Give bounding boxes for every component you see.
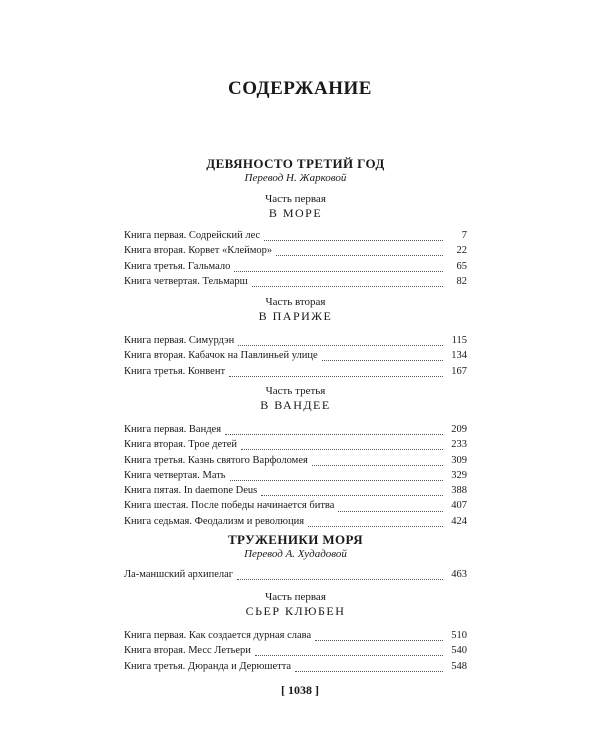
part-title: СЬЕР КЛЮБЕН (245, 604, 346, 618)
toc-entry-label: Книга третья. Гальмало (124, 260, 231, 272)
dot-leader (234, 263, 443, 272)
toc-entry-page: 388 (451, 485, 467, 497)
dot-leader (241, 441, 443, 450)
toc-entry[interactable] (124, 659, 467, 674)
toc-entry-page: 463 (451, 569, 467, 580)
toc-entry[interactable] (124, 364, 467, 379)
toc-entry-page: 209 (451, 424, 467, 435)
toc-entry-label: Книга седьмая. Феодализм и революция (124, 515, 305, 527)
dot-leader (276, 247, 443, 256)
toc-entry-page: 233 (451, 439, 467, 451)
page-number: [ 1038 ] (281, 683, 319, 697)
toc-entry-page: 548 (451, 660, 467, 672)
toc-entry[interactable] (124, 333, 467, 348)
toc-entry-label: Книга третья. Конвент (124, 365, 226, 377)
toc-entry-label: Книга третья. Казнь святого Варфоломея (124, 454, 308, 466)
toc-entry[interactable] (124, 643, 467, 658)
toc-entry-label: Ла-маншский архипелаг (124, 569, 234, 580)
toc-entry[interactable] (124, 483, 467, 498)
toc-entry[interactable] (124, 437, 467, 452)
toc-entry-page: 167 (451, 365, 467, 377)
toc-entry-page: 540 (451, 645, 467, 657)
page-title: СОДЕРЖАНИЕ (228, 78, 372, 99)
toc-entry[interactable] (124, 514, 467, 529)
dot-leader (315, 632, 443, 641)
part-section-2 (124, 296, 467, 379)
part-label: Часть вторая (265, 296, 326, 308)
toc-entry-page: 407 (451, 500, 467, 512)
part-label: Часть первая (265, 591, 326, 603)
work-header-2 (124, 532, 467, 582)
dot-leader (229, 368, 443, 377)
dot-leader (238, 337, 443, 346)
toc-entry-page: 82 (456, 275, 467, 287)
toc-entry[interactable] (124, 468, 467, 483)
part-section-4 (124, 591, 467, 674)
toc-entry-page: 134 (451, 350, 467, 362)
dot-leader (225, 426, 443, 435)
toc-entry[interactable] (124, 628, 467, 643)
toc-entry[interactable] (124, 567, 467, 582)
toc-entry-label: Книга вторая. Кабачок на Павлиньей улице (124, 350, 318, 362)
toc-entry-label: Книга пятая. In daemone Deus (124, 485, 258, 497)
dot-leader (338, 503, 443, 512)
toc-entry[interactable] (124, 422, 467, 437)
toc-entry-page: 309 (451, 454, 467, 466)
toc-entry-page: 424 (451, 515, 467, 527)
dot-leader (255, 647, 443, 656)
toc-entry-label: Книга первая. Как создается дурная слава (124, 630, 312, 641)
toc-entry-label: Книга третья. Дюранда и Дерюшетта (124, 660, 292, 672)
dot-leader (237, 571, 443, 580)
dot-leader (312, 457, 443, 466)
toc-entry[interactable] (124, 259, 467, 274)
work-title: ДЕВЯНОСТО ТРЕТИЙ ГОД (206, 156, 385, 171)
toc-entry-page: 329 (451, 469, 467, 481)
toc-entry[interactable] (124, 274, 467, 289)
dot-leader (308, 518, 443, 527)
work-title: ТРУЖЕНИКИ МОРЯ (227, 532, 364, 547)
toc-entry-label: Книга четвертая. Мать (124, 469, 226, 481)
toc-entry[interactable] (124, 243, 467, 258)
toc-entry-page: 510 (451, 630, 467, 641)
toc-entry-label: Книга шестая. После победы начинается битва (124, 500, 335, 512)
toc-entry-page: 7 (461, 230, 467, 241)
toc-entry-page: 115 (451, 335, 467, 346)
toc-entry[interactable] (124, 453, 467, 468)
toc-entry-label: Книга первая. Содрейский лес (124, 230, 261, 241)
dot-leader (261, 487, 443, 496)
toc-entry[interactable] (124, 348, 467, 363)
part-section-3 (124, 385, 467, 529)
dot-leader (230, 472, 443, 481)
toc-entry-label: Книга первая. Вандея (124, 424, 222, 435)
translator-credit: Перевод Н. Жарковой (244, 172, 347, 184)
part-section-1 (124, 193, 467, 289)
dot-leader (322, 352, 443, 361)
toc-entry-label: Книга вторая. Месс Летьери (124, 645, 251, 657)
part-title: В ПАРИЖЕ (258, 309, 333, 323)
part-title: В МОРЕ (268, 206, 323, 220)
dot-leader (264, 232, 443, 241)
toc-entry-page: 22 (456, 245, 467, 257)
dot-leader (295, 663, 443, 672)
part-title: В ВАНДЕЕ (260, 398, 331, 412)
toc-entry[interactable] (124, 498, 467, 513)
toc-entry-label: Книга четвертая. Тельмарш (124, 275, 248, 287)
toc-entry-label: Книга вторая. Трое детей (124, 439, 238, 451)
part-label: Часть первая (265, 193, 326, 205)
toc-entry-label: Книга первая. Симурдэн (124, 335, 235, 346)
dot-leader (252, 278, 443, 287)
toc-entry-label: Книга вторая. Корвет «Клеймор» (124, 245, 273, 257)
part-label: Часть третья (265, 385, 326, 397)
toc-entry[interactable] (124, 228, 467, 243)
translator-credit: Перевод А. Худадовой (244, 548, 347, 560)
toc-entry-page: 65 (456, 260, 467, 272)
work-header-1 (124, 156, 467, 185)
